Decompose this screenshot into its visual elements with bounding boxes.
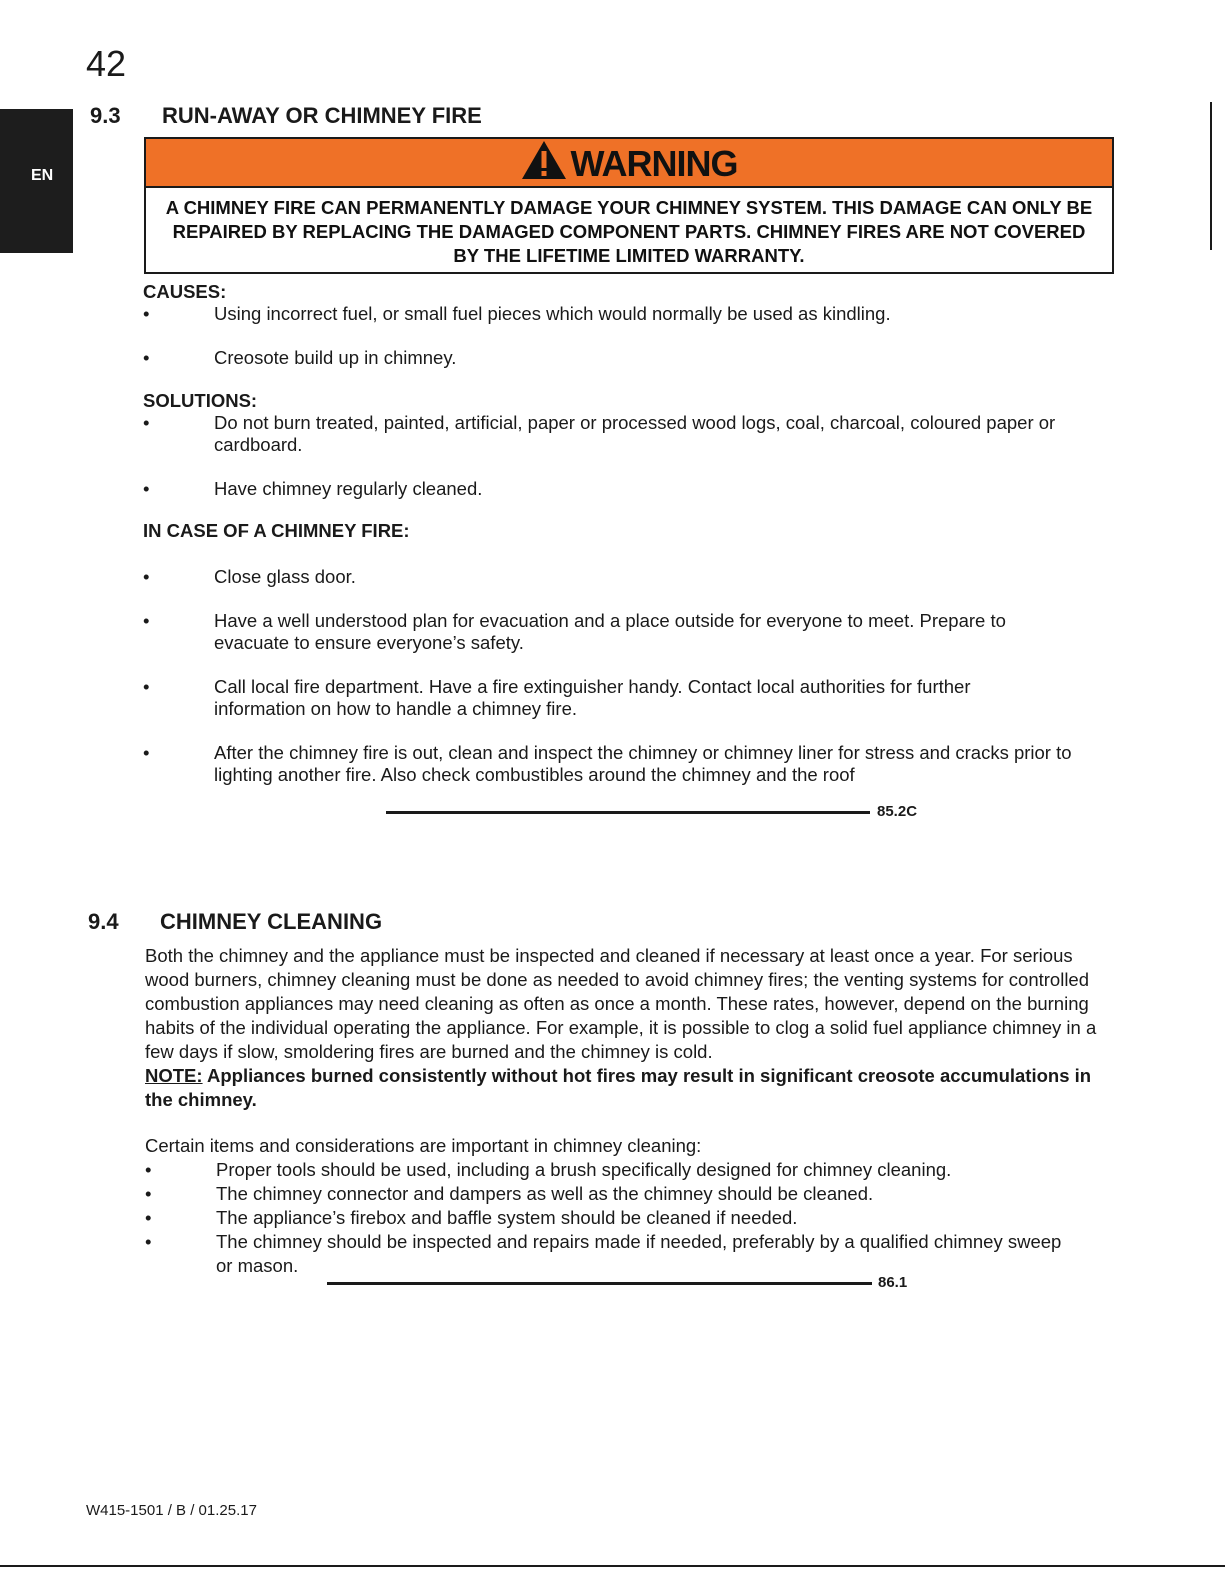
list-item	[145, 1230, 1065, 1278]
in-case-list	[143, 566, 1118, 786]
bullet: •	[145, 1231, 152, 1252]
language-tab	[0, 109, 73, 253]
list-item	[143, 676, 1044, 720]
bullet: •	[143, 347, 150, 368]
section-number: 9.3	[90, 103, 121, 128]
list-item	[143, 412, 1118, 456]
margin-rule	[1210, 102, 1212, 250]
list-item	[143, 610, 1076, 654]
reference-rule	[327, 1282, 872, 1285]
warning-title-text: WARNING	[570, 143, 738, 184]
section-title: CHIMNEY CLEANING	[160, 909, 383, 934]
in-case-label: IN CASE OF A CHIMNEY FIRE:	[143, 520, 410, 541]
bullet: •	[143, 566, 150, 587]
list-item	[143, 566, 1118, 588]
list-item-text: The appliance’s firebox and baffle system should be cleaned if needed.	[216, 1207, 798, 1228]
list-item-text: The chimney should be inspected and repairs made if needed, preferably by a qualified chimney sweep or mason.	[216, 1231, 1062, 1276]
list-item	[145, 1206, 1065, 1230]
reference-code: 85.2C	[877, 803, 918, 820]
reference-rule	[386, 811, 870, 814]
bullet: •	[143, 742, 150, 763]
reference-code: 86.1	[878, 1274, 908, 1291]
list-item-text: Creosote build up in chimney.	[214, 347, 457, 368]
list-item-text: Using incorrect fuel, or small fuel pieces which would normally be used as kindling.	[214, 303, 891, 324]
list-item-text: Call local fire department. Have a fire extinguisher handy. Contact local authorities for further information on how to handle a chimney fire.	[214, 676, 971, 719]
bullet: •	[143, 303, 150, 324]
list-item	[143, 742, 1118, 786]
list-item	[145, 1158, 1065, 1182]
cleaning-intro	[145, 944, 1117, 1112]
list-item-text: Do not burn treated, painted, artificial, paper or processed wood logs, coal, charcoal, coloured paper or cardboard.	[214, 412, 1056, 455]
bullet: •	[145, 1207, 152, 1228]
bullet: •	[143, 676, 150, 697]
list-item	[143, 478, 1118, 500]
list-item	[143, 303, 1118, 325]
bottom-rule	[0, 1565, 1225, 1567]
warning-body: A CHIMNEY FIRE CAN PERMANENTLY DAMAGE YOUR CHIMNEY SYSTEM. THIS DAMAGE CAN ONLY BE REPAIRED BY REPLACING THE DAMAGED COMPONENT PARTS. CHIMNEY FIRES ARE NOT COVERED BY THE LIFETIME LIMITED WARRANTY.	[165, 197, 1093, 266]
list-item	[145, 1182, 1065, 1206]
bullet: •	[145, 1183, 152, 1204]
considerations-intro: Certain items and considerations are important in chimney cleaning:	[145, 1135, 702, 1156]
considerations-list	[145, 1158, 1065, 1278]
causes-list	[143, 303, 1118, 369]
section-9-3-heading	[90, 103, 690, 129]
section-title: RUN-AWAY OR CHIMNEY FIRE	[162, 103, 482, 128]
document-code: W415-1501 / B / 01.25.17	[86, 1502, 257, 1519]
note-text: Appliances burned consistently without hot fires may result in significant creosote accumulations in the chimney.	[145, 1065, 1092, 1110]
list-item-text: The chimney connector and dampers as well as the chimney should be cleaned.	[216, 1183, 874, 1204]
bullet: •	[143, 610, 150, 631]
page-number: 42	[86, 43, 127, 84]
solutions-list	[143, 412, 1118, 500]
list-item	[143, 347, 1118, 369]
bullet: •	[145, 1159, 152, 1180]
section-number: 9.4	[88, 909, 119, 934]
warning-box	[144, 137, 1114, 274]
list-item-text: Proper tools should be used, including a brush specifically designed for chimney cleaning.	[216, 1159, 952, 1180]
list-item-text: After the chimney fire is out, clean and inspect the chimney or chimney liner for stress and cracks prior to lighting another fire. Also check combustibles around the chimney and the roof	[214, 742, 1072, 785]
note-label: NOTE:	[145, 1065, 203, 1086]
list-item-text: Have chimney regularly cleaned.	[214, 478, 483, 499]
section-9-4-heading	[88, 909, 688, 935]
list-item-text: Close glass door.	[214, 566, 356, 587]
warning-triangle-icon	[521, 140, 567, 180]
causes-label: CAUSES:	[143, 281, 227, 302]
bullet: •	[143, 412, 150, 433]
language-tab-label: EN	[31, 167, 54, 184]
list-item-text: Have a well understood plan for evacuation and a place outside for everyone to meet. Prepare to evacuate to ensure everyone’s safety.	[214, 610, 1006, 653]
bullet: •	[143, 478, 150, 499]
solutions-label: SOLUTIONS:	[143, 390, 258, 411]
cleaning-intro-text: Both the chimney and the appliance must be inspected and cleaned if necessary at least once a year. For serious wood burners, chimney cleaning must be done as needed to avoid chimney fires; the venting systems for controlled combustion appliances may need cleaning as often as once a month. These rates, however, depend on the burning habits of the individual operating the appliance. For example, it is possible to clog a solid fuel appliance chimney in a few days if slow, smoldering fires are burned and the chimney is cold.	[145, 945, 1097, 1062]
warning-title	[146, 139, 1112, 186]
